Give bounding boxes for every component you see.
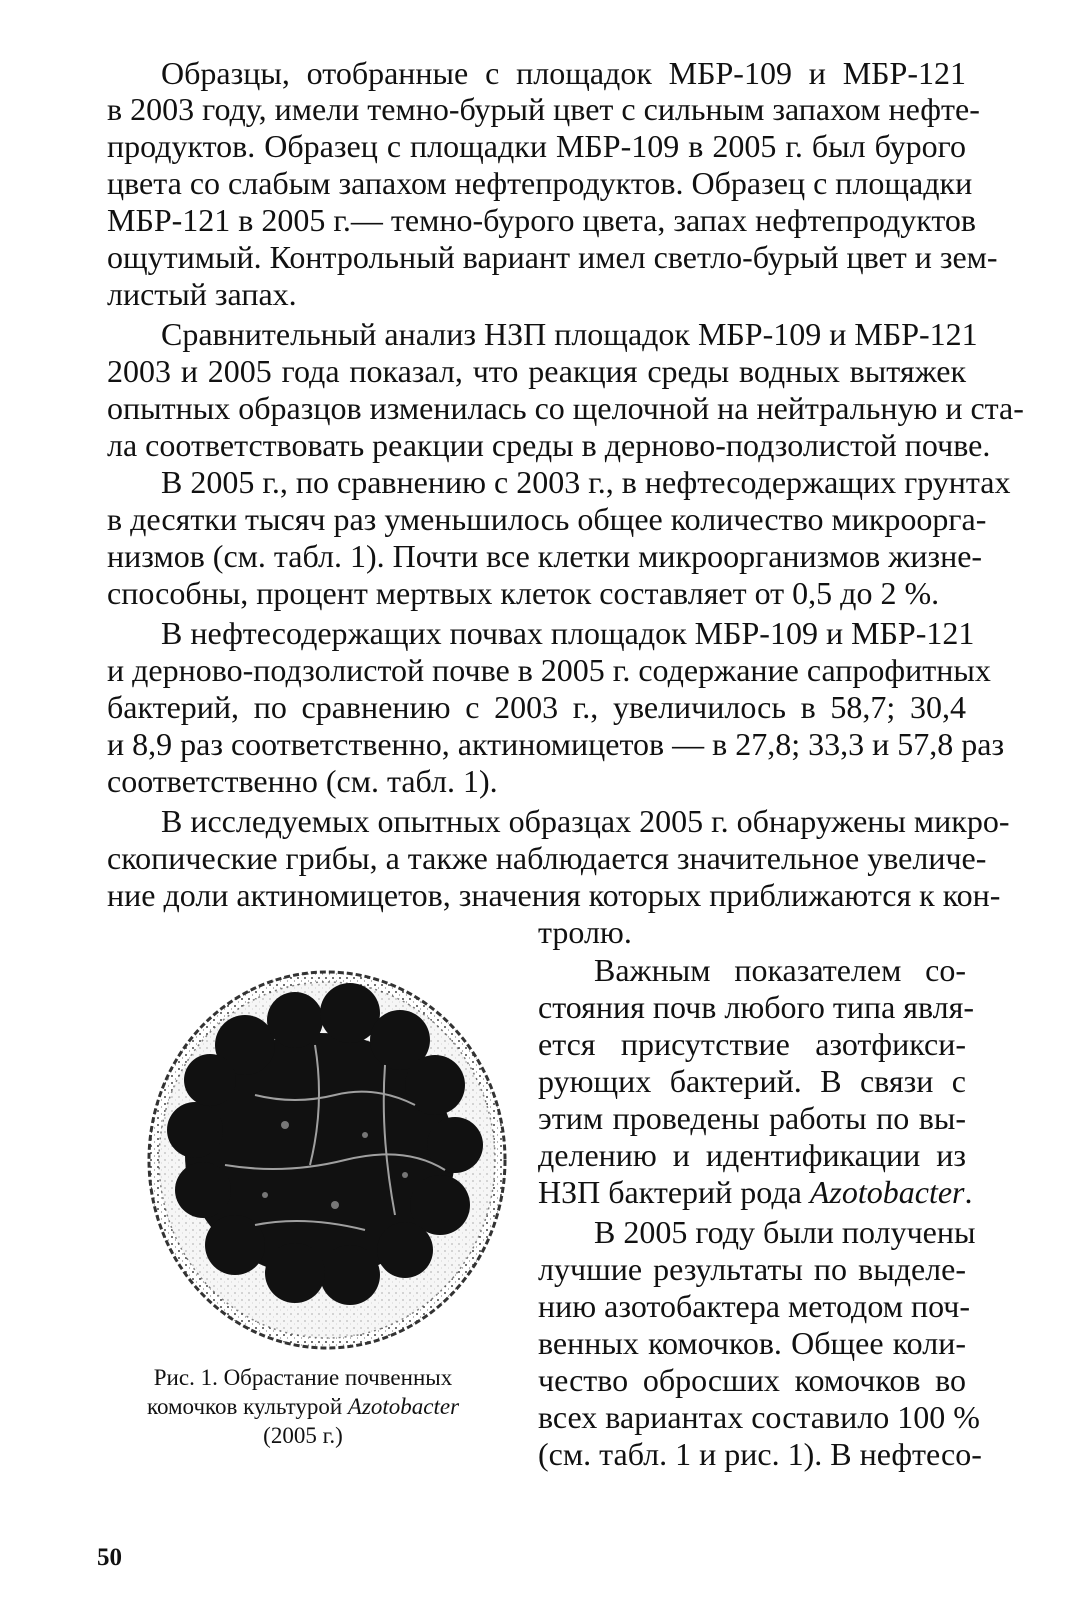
text-line: венных комочков. Общее коли- — [538, 1325, 966, 1361]
figure-caption-line: Рис. 1. Обрастание почвенных — [153, 1365, 453, 1390]
text-line: этим проведены работы по вы- — [538, 1100, 966, 1136]
text-line: в 2003 году, имели темно-бурый цвет с сильным запахом нефте- — [107, 91, 980, 127]
text-line: В нефтесодержащих почвах площадок МБР-109 и МБР-121 — [161, 615, 975, 651]
text-line: Сравнительный анализ НЗП площадок МБР-109 и МБР-121 — [161, 316, 978, 352]
text-line: рующих бактерий. В связи с — [538, 1063, 966, 1099]
text-line: В 2005 г., по сравнению с 2003 г., в нефтесодержащих грунтах — [161, 464, 1011, 500]
text-line: соответственно (см. табл. 1). — [107, 763, 498, 799]
text-line: (см. табл. 1 и рис. 1). В нефтесо- — [538, 1436, 982, 1472]
text-line: В 2005 году были получены — [594, 1214, 976, 1250]
text-line: Важным показателем со- — [594, 952, 966, 988]
text-line: тролю. — [538, 914, 632, 950]
caption-text: комочков культурой — [146, 1394, 348, 1419]
text-line: и 8,9 раз соответственно, актиномицетов — в 27,8; 33,3 и 57,8 раз — [107, 726, 1005, 762]
text-line: цвета со слабым запахом нефтепродуктов. Образец с площадки — [107, 165, 973, 201]
text-line: ется присутствие азотфикси- — [538, 1026, 966, 1062]
text-line: 2003 и 2005 года показал, что реакция среды водных вытяжек — [107, 353, 966, 389]
caption-genus-name: Azotobacter — [347, 1394, 460, 1419]
text-line: нию азотобактера методом поч- — [538, 1288, 971, 1324]
text-line: способны, процент мертвых клеток составляет от 0,5 до 2 %. — [107, 575, 940, 611]
text-line: стояния почв любого типа явля- — [538, 989, 975, 1025]
petri-dish-image — [135, 955, 515, 1355]
text-line: продуктов. Образец с площадки МБР-109 в 2005 г. был бурого — [107, 128, 966, 164]
text-line: МБР-121 в 2005 г.— темно-бурого цвета, запах нефтепродуктов — [107, 202, 977, 238]
text-line: в десятки тысяч раз уменьшилось общее количество микроорга- — [107, 501, 987, 537]
text-line: ние доли актиномицетов, значения которых приближаются к кон- — [107, 877, 1001, 913]
genus-name: Azotobacter — [809, 1174, 965, 1210]
text-line: ощутимый. Контрольный вариант имел светло-бурый цвет и зем- — [107, 239, 998, 275]
text-line: опытных образцов изменилась со щелочной на нейтральную и ста- — [107, 390, 1024, 426]
text-line: низмов (см. табл. 1). Почти все клетки микроорганизмов жизне- — [107, 538, 983, 574]
text-line: Образцы, отобранные с площадок МБР-109 и МБР-121 — [161, 55, 966, 91]
text-line: чество обросших комочков во — [538, 1362, 966, 1398]
text-line — [538, 1174, 973, 1210]
text-line: скопические грибы, а также наблюдается значительное увеличе- — [107, 840, 987, 876]
text-segment: . — [964, 1174, 973, 1210]
figure-caption-line — [128, 1392, 478, 1421]
text-line: ла соответствовать реакции среды в дерново-подзолистой почве. — [107, 427, 991, 463]
text-line: делению и идентификации из — [538, 1137, 966, 1173]
petri-dish-figure — [135, 955, 515, 1355]
text-line: В исследуемых опытных образцах 2005 г. обнаружены микро- — [161, 803, 1010, 839]
text-segment: НЗП бактерий рода — [538, 1174, 810, 1210]
text-line: бактерий, по сравнению с 2003 г., увеличилось в 58,7; 30,4 — [107, 689, 966, 725]
text-line: лучшие результаты по выделе- — [538, 1251, 966, 1287]
text-line: и дерново-подзолистой почве в 2005 г. содержание сапрофитных — [107, 652, 991, 688]
text-line: листый запах. — [107, 276, 297, 312]
page-number: 50 — [97, 1544, 122, 1571]
text-line: всех вариантах составило 100 % — [538, 1399, 980, 1435]
figure-caption-line: (2005 г.) — [263, 1423, 343, 1448]
